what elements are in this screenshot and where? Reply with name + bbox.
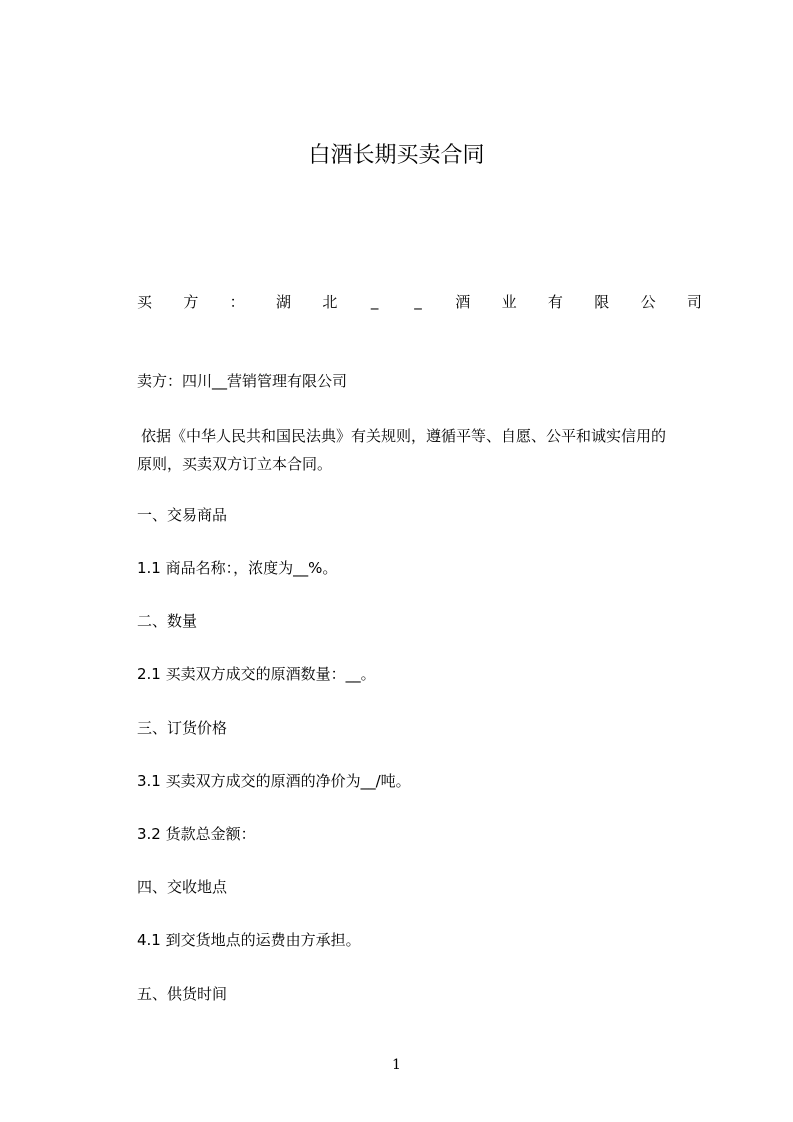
seller-line: 卖方：四川__营销管理有限公司 xyxy=(137,372,348,390)
buyer-char: 公 xyxy=(640,292,656,311)
document-title: 白酒长期买卖合同 xyxy=(308,143,485,168)
buyer-char: 司 xyxy=(686,292,702,311)
buyer-char: ： xyxy=(229,292,245,311)
preamble-line-2: 原则，买卖双方订立本合同。 xyxy=(137,455,333,473)
buyer-char: _ xyxy=(370,292,379,310)
section-2-heading: 二、数量 xyxy=(137,612,198,630)
buyer-char: 酒 xyxy=(455,292,471,311)
clause-4-1: 4.1 到交货地点的运费由方承担。 xyxy=(137,931,361,949)
buyer-char: 限 xyxy=(594,292,610,311)
clause-2-1: 2.1 买卖双方成交的原酒数量：__。 xyxy=(137,665,376,683)
preamble-paragraph xyxy=(137,422,702,478)
buyer-char: 方 xyxy=(183,292,199,311)
clause-3-2: 3.2 货款总金额： xyxy=(137,825,256,843)
clause-3-1: 3.1 买卖双方成交的原酒的净价为__/吨。 xyxy=(137,772,411,790)
buyer-char: 有 xyxy=(547,292,563,311)
page-number: 1 xyxy=(392,1057,401,1073)
section-3-heading: 三、订货价格 xyxy=(137,719,228,737)
section-5-heading: 五、供货时间 xyxy=(137,985,228,1003)
buyer-char: _ xyxy=(414,292,422,310)
section-4-heading: 四、交收地点 xyxy=(137,878,228,896)
buyer-char: 湖 xyxy=(275,292,291,311)
buyer-char: 北 xyxy=(322,292,338,311)
buyer-line xyxy=(137,289,702,313)
section-1-heading: 一、交易商品 xyxy=(137,506,228,524)
buyer-char: 买 xyxy=(137,292,153,311)
clause-1-1: 1.1 商品名称：，浓度为__%。 xyxy=(137,559,338,577)
preamble-line-1: 依据《中华人民共和国民法典》有关规则，遵循平等、自愿、公平和诚实信用的 xyxy=(141,427,667,445)
buyer-char: 业 xyxy=(501,292,517,311)
